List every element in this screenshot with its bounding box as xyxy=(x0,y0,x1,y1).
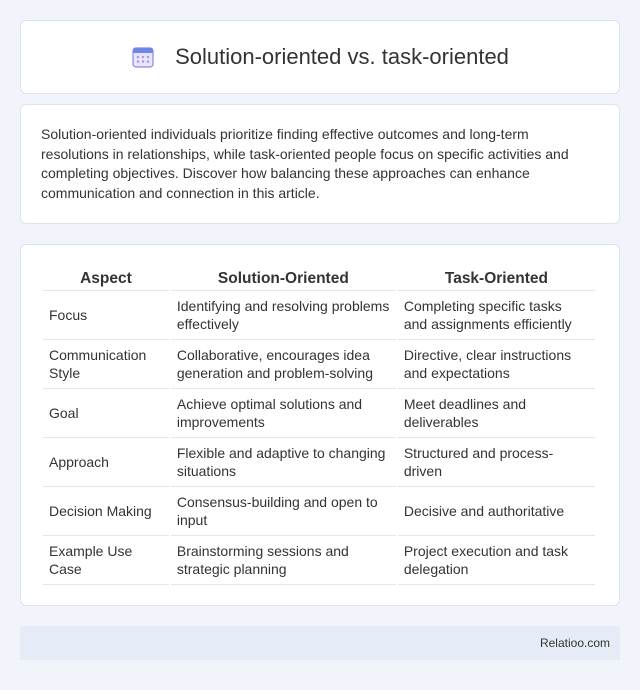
row-aspect: Approach xyxy=(43,438,169,487)
calendar-icon xyxy=(131,45,155,69)
table-row xyxy=(43,389,595,438)
table-row xyxy=(43,438,595,487)
comparison-table xyxy=(41,265,597,585)
row-solution-oriented: Achieve optimal solutions and improvements xyxy=(171,389,396,438)
row-task-oriented: Decisive and authoritative xyxy=(398,487,595,536)
row-solution-oriented: Brainstorming sessions and strategic planning xyxy=(171,536,396,585)
header-aspect: Aspect xyxy=(43,265,169,291)
table-row xyxy=(43,487,595,536)
row-solution-oriented: Collaborative, encourages idea generation and problem-solving xyxy=(171,340,396,389)
intro-paragraph: Solution-oriented individuals prioritize finding effective outcomes and long-term resolutions in relationships, while task-oriented people focus on specific activities and completing objectives. Discover how balancing these approaches can enhance communication and connection in this article. xyxy=(41,126,569,201)
row-solution-oriented: Flexible and adaptive to changing situations xyxy=(171,438,396,487)
row-aspect: Focus xyxy=(43,291,169,340)
title-wrap xyxy=(131,44,509,70)
row-aspect: Example Use Case xyxy=(43,536,169,585)
row-task-oriented: Project execution and task delegation xyxy=(398,536,595,585)
row-task-oriented: Structured and process-driven xyxy=(398,438,595,487)
table-row xyxy=(43,340,595,389)
table-row xyxy=(43,291,595,340)
table-row xyxy=(43,536,595,585)
row-aspect: Communication Style xyxy=(43,340,169,389)
footer xyxy=(20,626,620,660)
header-task-oriented: Task-Oriented xyxy=(398,265,595,291)
row-aspect: Decision Making xyxy=(43,487,169,536)
row-task-oriented: Directive, clear instructions and expectations xyxy=(398,340,595,389)
row-solution-oriented: Identifying and resolving problems effectively xyxy=(171,291,396,340)
table-header-row xyxy=(43,265,595,291)
page-title: Solution-oriented vs. task-oriented xyxy=(175,44,509,69)
header-solution-oriented: Solution-Oriented xyxy=(171,265,396,291)
footer-brand: Relatioo.com xyxy=(539,636,610,650)
table-card xyxy=(20,244,620,606)
title-card xyxy=(20,20,620,94)
row-aspect: Goal xyxy=(43,389,169,438)
row-solution-oriented: Consensus-building and open to input xyxy=(171,487,396,536)
intro-card xyxy=(20,104,620,224)
row-task-oriented: Completing specific tasks and assignments efficiently xyxy=(398,291,595,340)
row-task-oriented: Meet deadlines and deliverables xyxy=(398,389,595,438)
